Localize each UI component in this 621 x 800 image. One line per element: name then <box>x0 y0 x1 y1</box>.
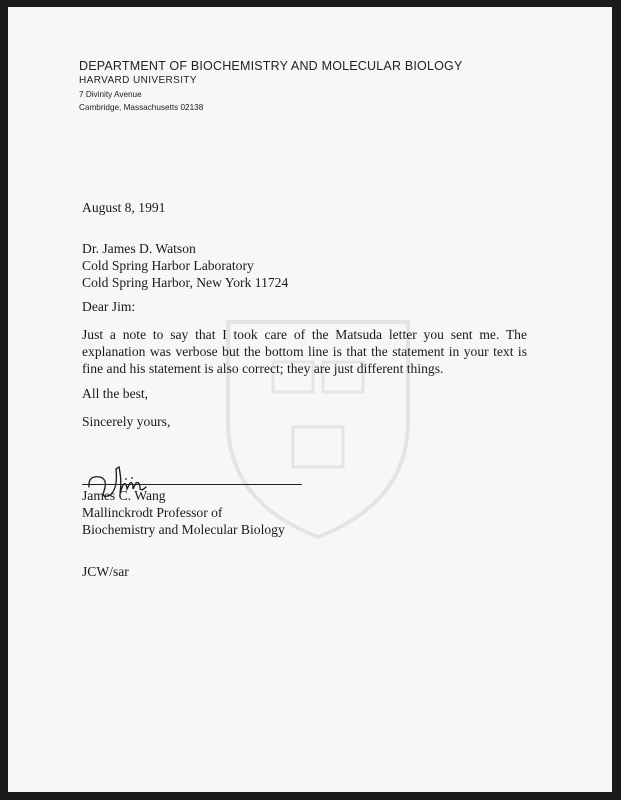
closing-all-the-best: All the best, <box>82 386 149 401</box>
signature-line <box>82 484 302 485</box>
closing-sincerely: Sincerely yours, <box>82 414 171 429</box>
signer-title-1: Mallinckrodt Professor of <box>82 505 223 520</box>
recipient-address: Cold Spring Harbor, New York 11724 <box>82 275 289 290</box>
letterhead-university: HARVARD UNIVERSITY <box>79 75 197 86</box>
signer-name: James C. Wang <box>82 488 166 503</box>
letter-page <box>8 7 612 792</box>
letterhead-city: Cambridge, Massachusetts 02138 <box>79 103 204 112</box>
letterhead <box>79 59 463 114</box>
recipient-name: Dr. James D. Watson <box>82 241 196 256</box>
recipient-institution: Cold Spring Harbor Laboratory <box>82 258 254 273</box>
signer-title-2: Biochemistry and Molecular Biology <box>82 522 285 537</box>
letterhead-street: 7 Divinity Avenue <box>79 90 142 99</box>
salutation: Dear Jim: <box>82 299 136 314</box>
reference-initials: JCW/sar <box>82 564 129 579</box>
letter-date: August 8, 1991 <box>82 200 166 215</box>
letterhead-department: DEPARTMENT OF BIOCHEMISTRY AND MOLECULAR BIOLOGY <box>79 59 463 73</box>
letter-paragraph: Just a note to say that I took care of the Matsuda letter you sent me. The explanation was verbose but the bottom line is that the statement in your text is fine and his statement is also correct; they are just different things. <box>82 327 527 376</box>
